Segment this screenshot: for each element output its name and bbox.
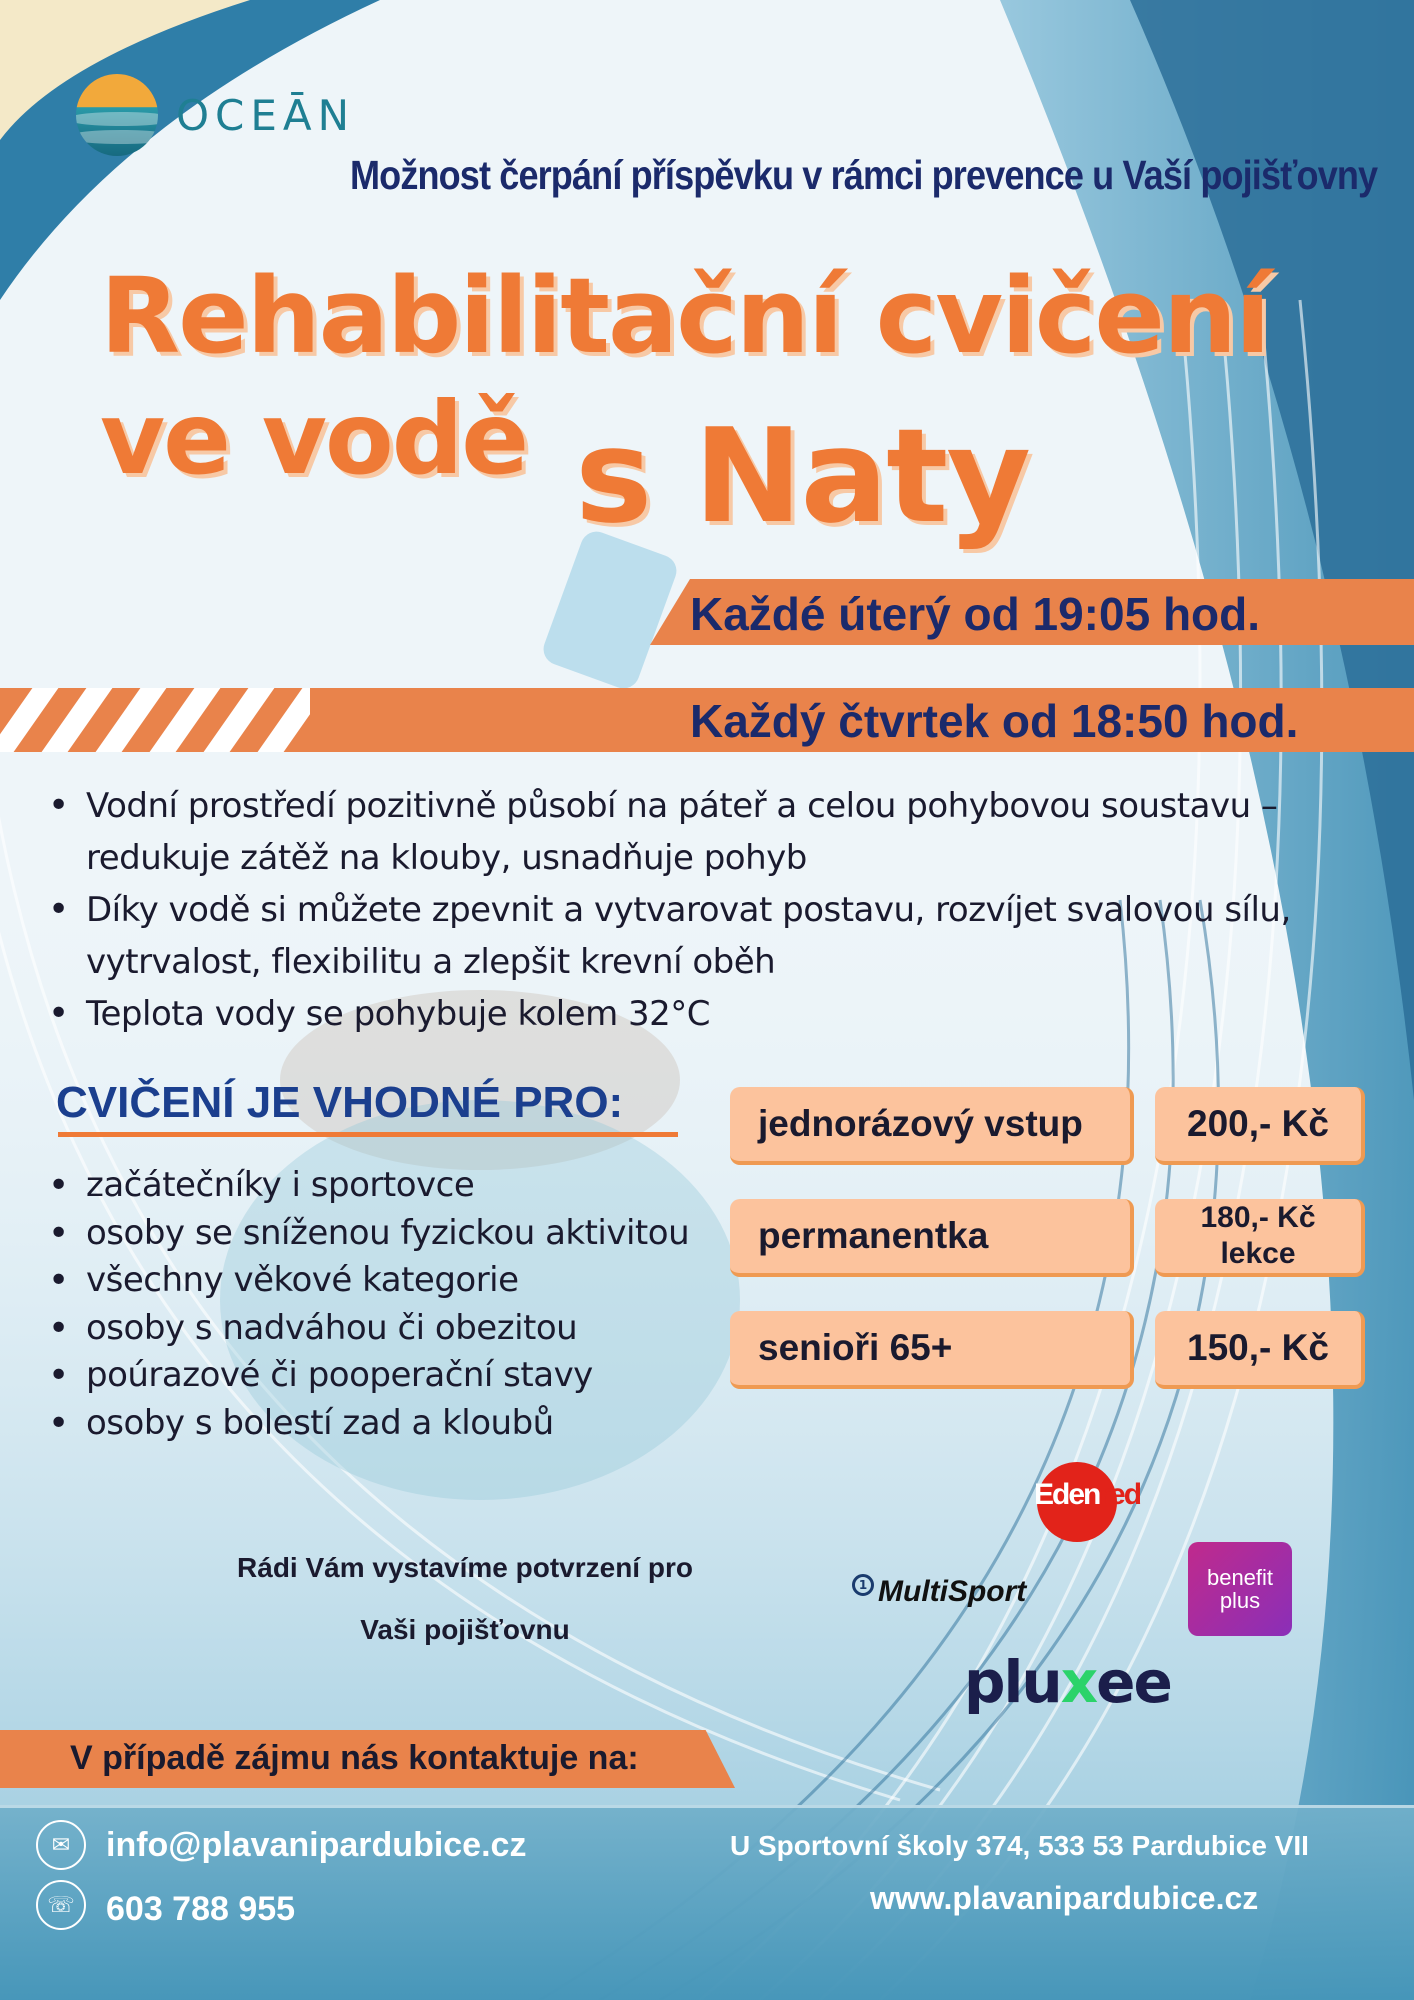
benefit-line-2: plus <box>1219 1588 1261 1613</box>
envelope-icon: ✉ <box>36 1820 86 1870</box>
price-value-pass <box>1155 1199 1365 1277</box>
footer-divider <box>0 1805 1414 1808</box>
pluxee-logo: pluxee <box>964 1648 1171 1716</box>
suitable-list <box>44 1162 734 1447</box>
price-label-text: senioři 65+ <box>758 1327 953 1368</box>
multisport-text: MultiSport <box>878 1575 1027 1608</box>
subtitle: Možnost čerpání příspěvku v rámci prevence u Vaší pojišťovny <box>350 152 1378 198</box>
benefit-item: • Díky vodě si můžete zpevnit a vytvarovat postavu, rozvíjet svalovou sílu, vytrvalost, flexibilitu a zlepšit krevní oběh <box>44 884 1294 988</box>
schedule-tuesday: Každé úterý od 19:05 hod. <box>690 588 1261 640</box>
multisport-badge-icon: 1 <box>852 1574 874 1596</box>
benefit-item: • Teplota vody se pohybuje kolem 32°C <box>44 988 1294 1040</box>
logo-text: OCEĀN <box>176 90 356 140</box>
suitable-item: • osoby s nadváhou či obezitou <box>44 1305 734 1353</box>
benefit-line-1: benefit <box>1206 1565 1274 1590</box>
phone-icon: ☏ <box>36 1880 86 1930</box>
price-value-text: 200,- Kč <box>1187 1103 1329 1144</box>
confirmation-line-2: Vaši pojišťovnu <box>360 1614 570 1645</box>
schedule-thursday: Každý čtvrtek od 18:50 hod. <box>690 695 1299 747</box>
contact-email[interactable]: info@plavanipardubice.cz <box>106 1826 527 1864</box>
title-line-1: Rehabilitační cvičení <box>100 255 1269 377</box>
price-label-senior <box>730 1311 1134 1389</box>
price-value-senior <box>1155 1311 1365 1389</box>
ocean-logo-icon <box>76 74 158 156</box>
contact-web[interactable]: www.plavanipardubice.cz <box>870 1880 1259 1916</box>
title-line-3: s Naty <box>575 400 1030 552</box>
contact-address: U Sportovní školy 374, 533 53 Pardubice VII <box>730 1830 1309 1861</box>
ocean-logo <box>76 74 355 156</box>
price-label-text: jednorázový vstup <box>758 1103 1083 1144</box>
price-value-single <box>1155 1087 1365 1165</box>
contact-heading: V případě zájmu nás kontaktuje na: <box>70 1739 639 1777</box>
price-unit-text: lekce <box>1220 1237 1296 1270</box>
suitable-item: • osoby s bolestí zad a kloubů <box>44 1400 734 1448</box>
benefits-list <box>44 780 1294 1040</box>
multisport-logo <box>852 1575 1026 1609</box>
benefit-item: • Vodní prostředí pozitivně působí na páteř a celou pohybovou soustavu – redukuje zátěž na klouby, usnadňuje pohyb <box>44 780 1294 884</box>
price-value-text: 180,- Kč <box>1200 1201 1316 1234</box>
suitable-heading: CVIČENÍ JE VHODNÉ PRO: <box>56 1078 624 1127</box>
suitable-item: • všechny věkové kategorie <box>44 1257 734 1305</box>
benefit-plus-logo <box>1188 1542 1292 1636</box>
suitable-item: • osoby se sníženou fyzickou aktivitou <box>44 1210 734 1258</box>
price-label-pass <box>730 1199 1134 1277</box>
price-label-single <box>730 1087 1134 1165</box>
price-label-text: permanentka <box>758 1215 989 1256</box>
suitable-item: • začátečníky i sportovce <box>44 1162 734 1210</box>
edenred-logo-text: Edenred <box>1034 1478 1141 1511</box>
confirmation-line-1: Rádi Vám vystavíme potvrzení pro <box>237 1552 693 1583</box>
suitable-underline <box>58 1132 678 1137</box>
suitable-item: • poúrazové či pooperační stavy <box>44 1352 734 1400</box>
price-value-text: 150,- Kč <box>1187 1327 1329 1368</box>
stripes-decoration <box>0 688 310 752</box>
contact-phone[interactable]: 603 788 955 <box>106 1890 296 1928</box>
title-line-2: ve vodě <box>100 380 528 497</box>
